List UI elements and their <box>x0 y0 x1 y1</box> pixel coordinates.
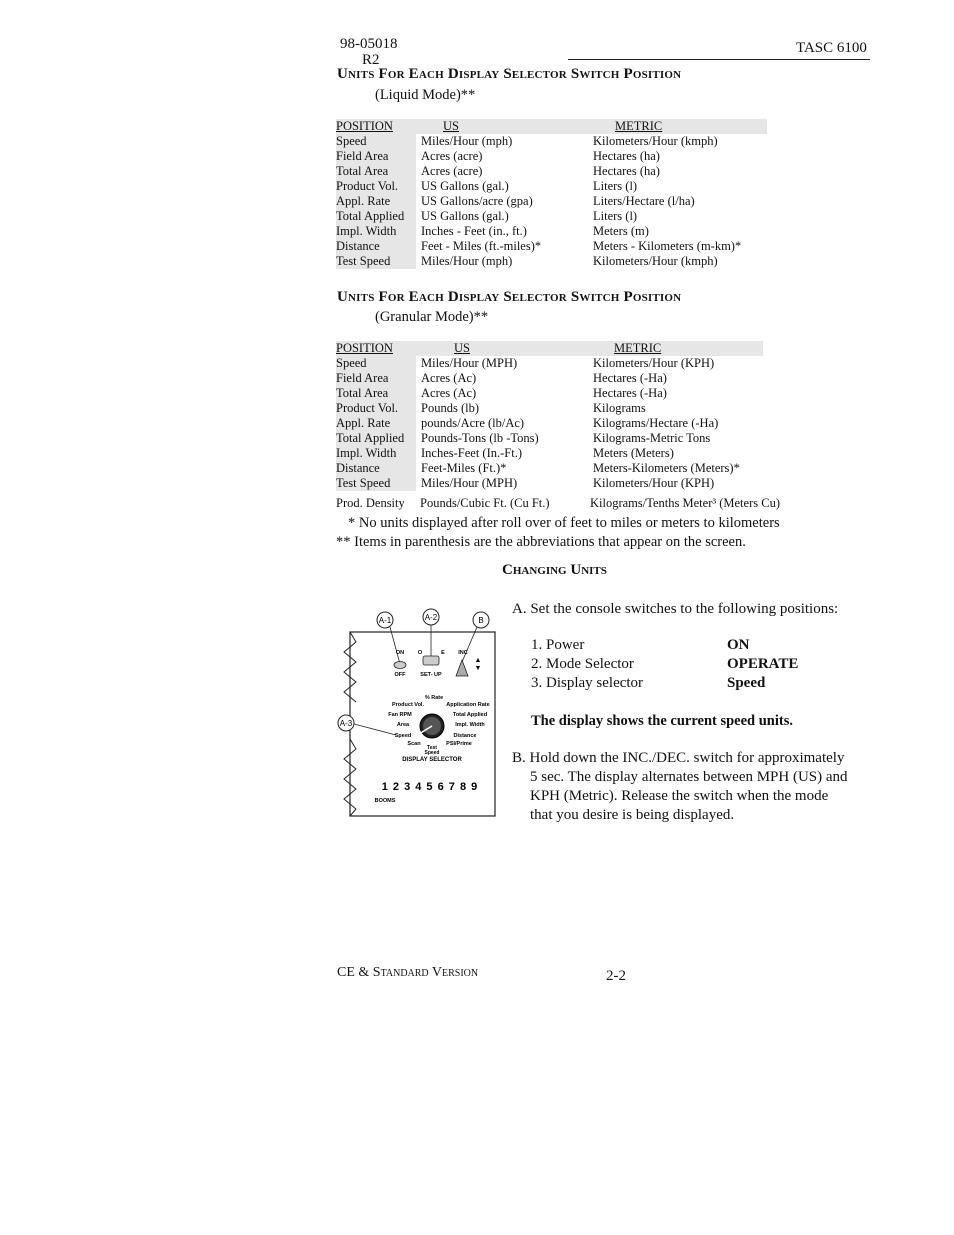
cell-metric: Kilograms-Metric Tons <box>593 431 711 445</box>
granular-section-title: Units For Each Display Selector Switch Position <box>337 289 682 305</box>
table-row <box>336 401 763 416</box>
cell-us: Inches-Feet (In.-Ft.) <box>421 446 523 460</box>
cell-metric: Meters (m) <box>593 224 649 238</box>
col-us: US <box>416 119 588 134</box>
step-b-line2: 5 sec. The display alternates between MPH (US) and <box>530 769 848 785</box>
booms-label: BOOMS <box>374 798 396 804</box>
callout-a2: A-2 <box>424 613 438 622</box>
dial-label-speed: Speed <box>394 733 412 739</box>
cell-us: Acres (acre) <box>421 149 483 163</box>
table-row <box>336 149 767 164</box>
step-b-line1: B. Hold down the INC./DEC. switch for approximately <box>512 750 845 766</box>
cell-metric: Kilometers/Hour (kmph) <box>593 254 718 268</box>
table-row <box>336 416 763 431</box>
cell-position: Test Speed <box>336 476 416 491</box>
table-row <box>336 254 767 269</box>
switch-label-on: ON <box>395 650 405 656</box>
table-row <box>336 224 767 239</box>
table-row <box>336 239 767 254</box>
cell-position: Distance <box>336 461 416 476</box>
cell-us: Miles/Hour (MPH) <box>421 476 518 490</box>
dial-label-impl-width: Impl. Width <box>455 722 485 728</box>
cell-position: Field Area <box>336 371 416 386</box>
cell-metric: Liters (l) <box>593 209 638 223</box>
switch-label-off: OFF <box>394 672 406 678</box>
leader-line <box>354 724 396 735</box>
switch-label-setup: SET- UP <box>420 672 442 678</box>
cell-metric: Liters/Hectare (l/ha) <box>593 194 695 208</box>
cell-us: Acres (Ac) <box>421 386 477 400</box>
cell-metric: Liters (l) <box>593 179 638 193</box>
table-row <box>336 179 767 194</box>
table-row <box>336 461 763 476</box>
cell-position: Total Area <box>336 164 416 179</box>
footnote-double: ** Items in parenthesis are the abbreviations that appear on the screen. <box>336 534 746 550</box>
setting-mode <box>531 656 799 673</box>
liquid-units-table <box>336 119 767 269</box>
setting-value: ON <box>727 637 750 653</box>
granular-section-subtitle: (Granular Mode)** <box>375 309 489 325</box>
down-arrow-icon: ▼ <box>474 665 482 672</box>
header-rule <box>568 59 870 60</box>
dial-label-distance: Distance <box>453 733 477 739</box>
col-position: POSITION <box>336 119 416 134</box>
cell-us: Acres (acre) <box>421 164 483 178</box>
granular-units-table <box>336 341 763 491</box>
dial-label-application-rate: Application Rate <box>446 702 490 708</box>
cell-position: Product Vol. <box>336 179 416 194</box>
table-row <box>336 386 763 401</box>
cell-metric: Hectares (ha) <box>593 164 660 178</box>
display-note: The display shows the current speed units. <box>531 713 793 729</box>
callout-a1: A-1 <box>378 616 392 625</box>
setting-label: 2. Mode Selector <box>531 656 634 672</box>
footer-version: CE & Standard Version <box>337 965 479 980</box>
setting-label: 3. Display selector <box>531 675 644 691</box>
dial-label-fan-rpm: Fan RPM <box>388 712 412 718</box>
liquid-section-title: Units For Each Display Selector Switch Position <box>337 66 682 82</box>
cell-position: Product Vol. <box>336 401 416 416</box>
switch-label-o: O <box>417 650 423 656</box>
cell-position: Speed <box>336 134 416 149</box>
cell-position: Total Applied <box>336 209 416 224</box>
table-row <box>336 134 767 149</box>
cell-position: Test Speed <box>336 254 416 269</box>
cell-us: Miles/Hour (mph) <box>421 134 513 148</box>
mode-toggle-icon <box>423 656 439 665</box>
cell-metric: Kilometers/Hour (KPH) <box>593 476 715 490</box>
cell-metric: Kilometers/Hour (kmph) <box>593 134 718 148</box>
switch-label-e: E <box>441 650 445 656</box>
cell-us: US Gallons (gal.) <box>421 209 509 223</box>
document-number <box>340 36 398 68</box>
cell-metric: Hectares (-Ha) <box>593 386 667 400</box>
cell-us: Pounds (lb) <box>421 401 479 415</box>
table-header-row <box>336 119 767 134</box>
console-diagram <box>330 604 510 822</box>
page-number: 2-2 <box>606 968 626 984</box>
setting-display <box>531 675 766 692</box>
callout-b: B <box>478 616 484 625</box>
dial-label-scan: Scan <box>407 741 421 747</box>
cell-position: Impl. Width <box>336 224 416 239</box>
cell-us: Feet - Miles (ft.-miles)* <box>421 239 542 253</box>
table-row <box>336 431 763 446</box>
density-metric: Kilograms/Tenths Meter³ (Meters Cu) <box>590 496 780 510</box>
dial-label-product-vol: Product Vol. <box>392 702 424 708</box>
cell-us: Miles/Hour (mph) <box>421 254 513 268</box>
step-b-line4: that you desire is being displayed. <box>530 807 735 823</box>
cell-metric: Meters (Meters) <box>593 446 674 460</box>
density-position: Prod. Density <box>336 496 405 510</box>
dial-label-rate: % Rate <box>424 695 444 701</box>
doc-number: 98-05018 <box>340 36 398 52</box>
table-row <box>336 209 767 224</box>
table-row <box>336 476 763 491</box>
cell-position: Speed <box>336 356 416 371</box>
cell-us: pounds/Acre (lb/Ac) <box>421 416 525 430</box>
dial-label-area: Area <box>396 722 410 728</box>
step-b-line3: KPH (Metric). Release the switch when the mode <box>530 788 829 804</box>
boom-numbers: 1 2 3 4 5 6 7 8 9 <box>381 781 479 793</box>
switch-label-inc: INC <box>458 650 468 656</box>
cell-us: Acres (Ac) <box>421 371 477 385</box>
table-header-row <box>336 341 763 356</box>
footnote-single: * No units displayed after roll over of feet to miles or meters to kilometers <box>348 515 780 531</box>
cell-us: Miles/Hour (MPH) <box>421 356 518 370</box>
col-metric: METRIC <box>588 341 763 356</box>
setting-power <box>531 637 750 654</box>
setting-value: Speed <box>727 675 766 691</box>
cell-metric: Hectares (ha) <box>593 149 660 163</box>
cell-us: US Gallons (gal.) <box>421 179 509 193</box>
cell-position: Appl. Rate <box>336 416 416 431</box>
setting-value: OPERATE <box>727 656 799 672</box>
dial-label-test: Test <box>427 745 437 751</box>
step-a: A. Set the console switches to the following positions: <box>512 601 839 617</box>
cell-position: Total Area <box>336 386 416 401</box>
cell-metric: Kilograms/Hectare (-Ha) <box>593 416 719 430</box>
table-row <box>336 356 763 371</box>
dial-label-test-speed: Speed <box>424 750 440 756</box>
cell-position: Field Area <box>336 149 416 164</box>
up-arrow-icon: ▲ <box>474 657 482 664</box>
cell-position: Appl. Rate <box>336 194 416 209</box>
callout-a3: A-3 <box>339 719 353 728</box>
cell-us: Inches - Feet (in., ft.) <box>421 224 527 238</box>
liquid-section-subtitle: (Liquid Mode)** <box>375 87 476 103</box>
table-row <box>336 194 767 209</box>
cell-us: Feet-Miles (Ft.)* <box>421 461 507 475</box>
inc-dec-toggle-icon <box>456 660 468 676</box>
cell-us: US Gallons/acre (gpa) <box>421 194 533 208</box>
density-row <box>336 496 780 511</box>
cell-metric: Kilometers/Hour (KPH) <box>593 356 715 370</box>
changing-units-title: Changing Units <box>502 562 607 578</box>
cell-metric: Meters-Kilometers (Meters)* <box>593 461 740 475</box>
display-selector-label: DISPLAY SELECTOR <box>402 757 462 763</box>
col-metric: METRIC <box>588 119 767 134</box>
cell-position: Total Applied <box>336 431 416 446</box>
cell-metric: Hectares (-Ha) <box>593 371 667 385</box>
col-us: US <box>416 341 588 356</box>
power-toggle-icon <box>394 662 406 669</box>
cell-metric: Kilograms <box>593 401 646 415</box>
table-row <box>336 446 763 461</box>
col-position: POSITION <box>336 341 416 356</box>
cell-position: Impl. Width <box>336 446 416 461</box>
revision: R2 <box>362 52 380 68</box>
setting-label: 1. Power <box>531 637 585 653</box>
density-us: Pounds/Cubic Ft. (Cu Ft.) <box>420 496 550 510</box>
product-name: TASC 6100 <box>796 40 867 56</box>
cell-us: Pounds-Tons (lb -Tons) <box>421 431 539 445</box>
dial-label-total-applied: Total Applied <box>452 712 488 718</box>
table-row <box>336 164 767 179</box>
dial-label-psi-prime: PSI/Prime <box>446 741 472 747</box>
cell-metric: Meters - Kilometers (m-km)* <box>593 239 742 253</box>
table-row <box>336 371 763 386</box>
cell-position: Distance <box>336 239 416 254</box>
